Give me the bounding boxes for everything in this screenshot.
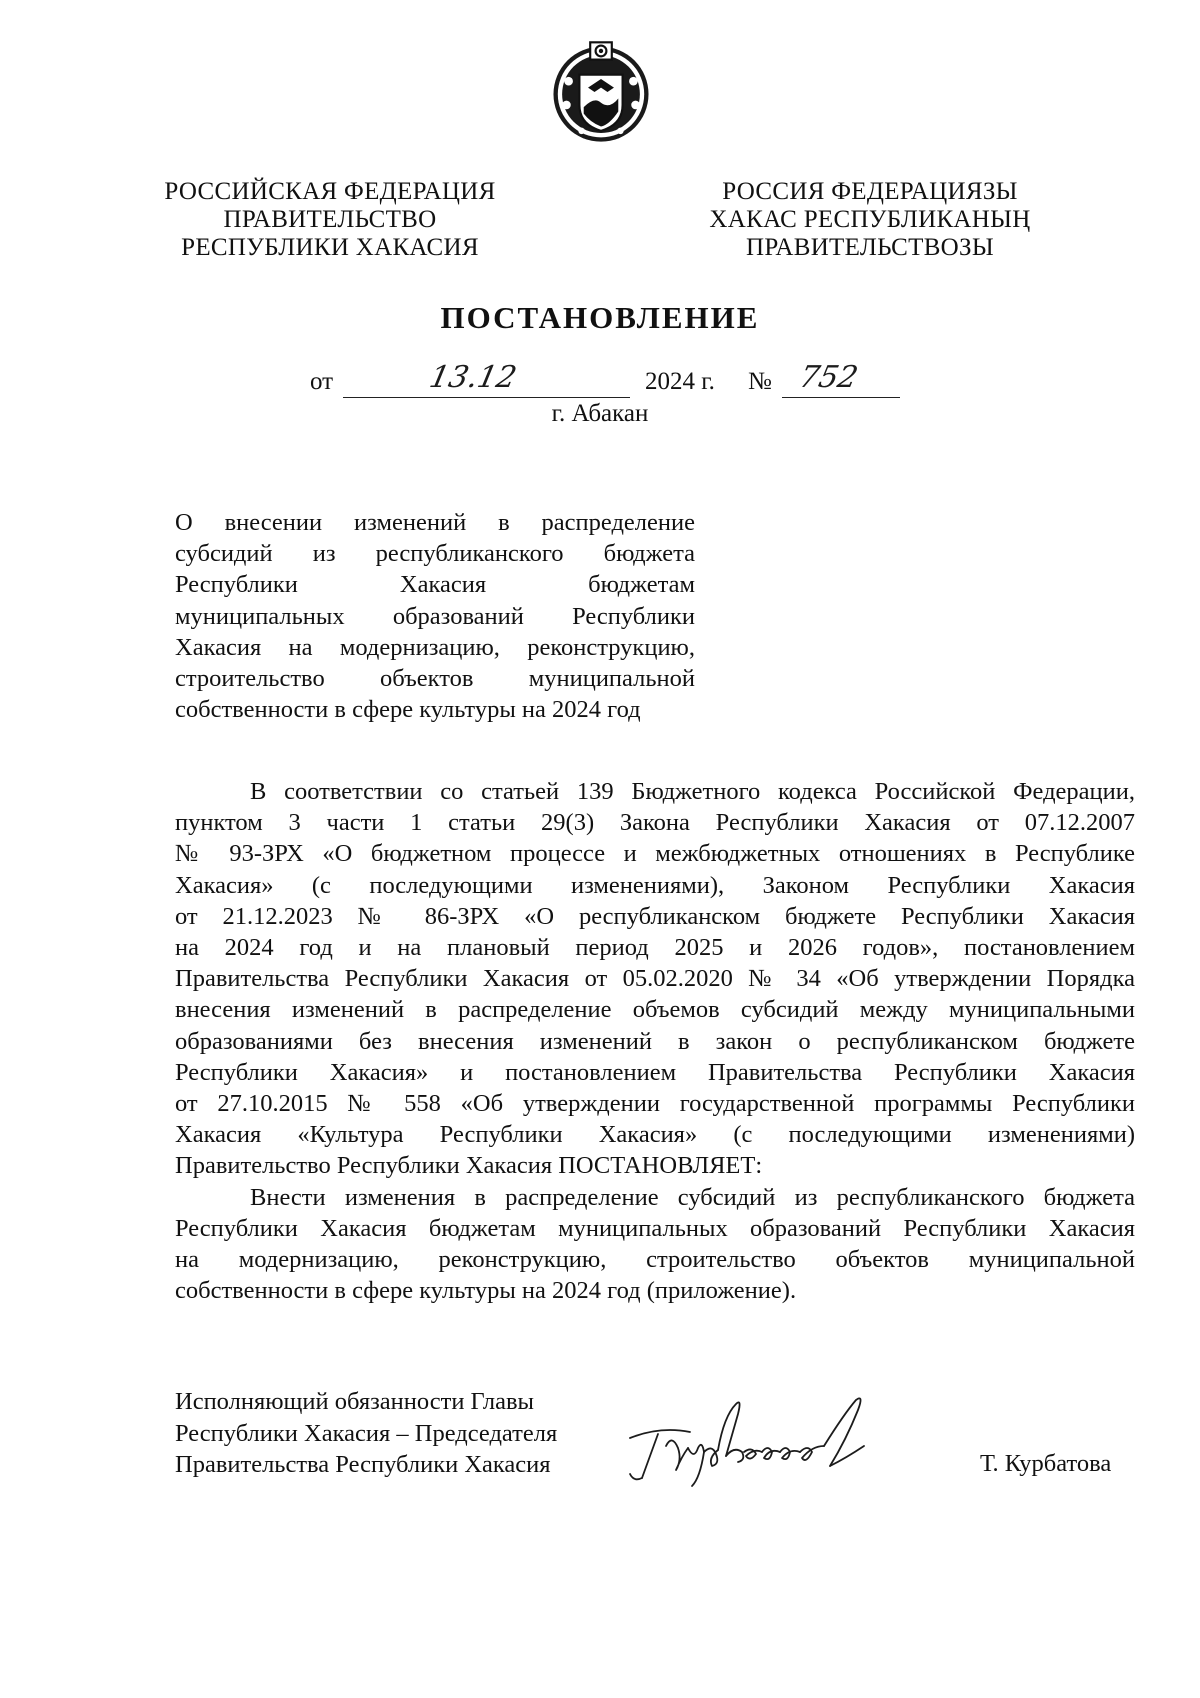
body-line: Правительства Республики Хакасия от 05.02.2020 № 34 «Об утверждении Порядка	[175, 965, 1135, 993]
body-line: Республики Хакасия бюджетам муниципальных образований Республики Хакасия	[175, 1214, 1135, 1242]
body-line: Внести изменения в распределение субсидий из республиканского бюджета	[250, 1183, 1135, 1211]
document-subject	[175, 507, 695, 725]
header-right-block	[690, 178, 1050, 262]
number-label: №	[748, 368, 772, 395]
body-line: от 21.12.2023 № 86-ЗРХ «О республиканском бюджете Республики Хакасия	[175, 902, 1135, 930]
subject-line: Хакасия на модернизацию, реконструкцию,	[175, 633, 695, 661]
body-line: собственности в сфере культуры на 2024 год (приложение).	[175, 1277, 797, 1305]
body-line: образованиями без внесения изменений в закон о республиканском бюджете	[175, 1027, 1135, 1055]
number-underline	[782, 396, 900, 398]
signatory-position-line: Исполняющий обязанности Главы	[175, 1388, 535, 1415]
date-underline	[343, 396, 630, 398]
body-line: на 2024 год и на плановый период 2025 и 2026 годов», постановлением	[175, 934, 1135, 962]
header-left-block	[150, 178, 510, 262]
number-handwritten: 752	[796, 360, 861, 395]
body-line: пунктом 3 части 1 статьи 29(3) Закона Республики Хакасия от 07.12.2007	[175, 809, 1135, 837]
body-line: В соответствии со статьей 139 Бюджетного кодекса Российской Федерации,	[250, 778, 1135, 805]
date-from-label: от	[310, 368, 334, 395]
header-left-line-3: РЕСПУБЛИКИ ХАКАСИЯ	[181, 234, 479, 261]
document-title: ПОСТАНОВЛЕНИЕ	[440, 300, 760, 335]
subject-line: строительство объектов муниципальной	[175, 665, 695, 693]
signatory-position	[175, 1386, 635, 1481]
body-line: Правительство Республики Хакасия ПОСТАНОВЛЯЕТ:	[175, 1152, 763, 1180]
header-right-line-3: ПРАВИТЕЛЬСТВОЗЫ	[746, 234, 994, 261]
body-line: от 27.10.2015 № 558 «Об утверждении государственной программы Республики	[175, 1090, 1135, 1118]
subject-line: О внесении изменений в распределение	[175, 509, 695, 536]
header-left-line-1: РОССИЙСКАЯ ФЕДЕРАЦИЯ	[164, 178, 496, 205]
subject-line: муниципальных образований Республики	[175, 602, 695, 630]
document-body	[175, 776, 1135, 1306]
subject-line: Республики Хакасия бюджетам	[175, 571, 695, 599]
header-right-line-2: ХАКАС РЕСПУБЛИКАНЫҢ	[709, 206, 1031, 233]
coat-of-arms-emblem-icon	[547, 38, 655, 146]
subject-line: субсидий из республиканского бюджета	[175, 540, 695, 568]
year-label: 2024 г.	[645, 368, 715, 395]
handwritten-signature-icon	[620, 1386, 900, 1496]
header-right-line-1: РОССИЯ ФЕДЕРАЦИЯЗЫ	[722, 178, 1018, 205]
date-line	[0, 360, 1200, 404]
date-handwritten: 13.12	[426, 360, 520, 395]
signatory-position-line: Республики Хакасия – Председателя	[175, 1419, 558, 1447]
body-line: № 93-ЗРХ «О бюджетном процессе и межбюджетных отношениях в Республике	[175, 840, 1135, 868]
body-line: на модернизацию, реконструкцию, строительство объектов муниципальной	[175, 1246, 1135, 1274]
body-line: Республики Хакасия» и постановлением Правительства Республики Хакасия	[175, 1058, 1135, 1086]
signatory-position-line: Правительства Республики Хакасия	[175, 1451, 551, 1478]
body-line: Хакасия «Культура Республики Хакасия» (с последующими изменениями)	[175, 1121, 1135, 1149]
header-left-line-2: ПРАВИТЕЛЬСТВО	[223, 206, 437, 233]
city-label: г. Абакан	[551, 400, 649, 427]
signer-name: Т. Курбатова	[980, 1450, 1112, 1477]
body-line: внесения изменений в распределение объемов субсидий между муниципальными	[175, 996, 1135, 1024]
body-line: Хакасия» (с последующими изменениями), Законом Республики Хакасия	[175, 871, 1135, 899]
subject-line: собственности в сфере культуры на 2024 год	[175, 696, 641, 724]
